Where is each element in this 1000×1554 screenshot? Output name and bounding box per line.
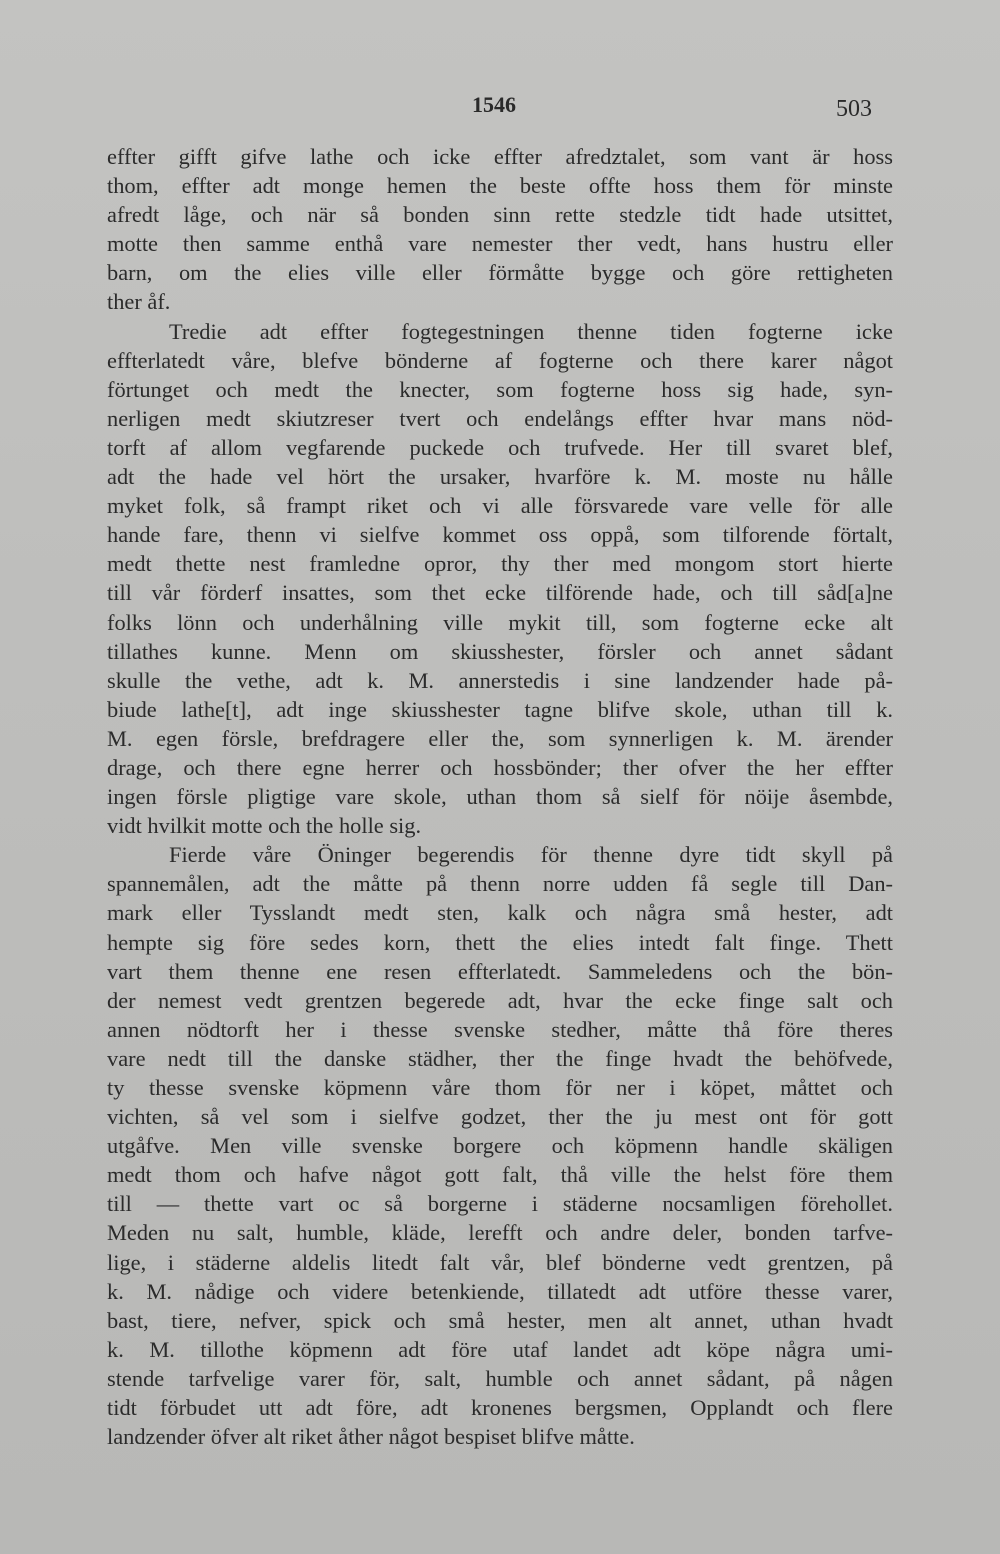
text-line: vidt hvilkit motte och the holle sig. — [107, 813, 422, 839]
text-line: k. M. nådige och videre betenkiende, tillatedt adt utföre thesse varer, — [107, 1278, 893, 1304]
text-line: medt thette nest framledne opror, thy ther med mongom stort hierte — [107, 551, 893, 577]
text-line: ingen försle pligtige vare skole, uthan thom så sielf för nöije åsembde, — [107, 784, 893, 810]
text-line: folks lönn och underhålning ville mykit till, som fogterne ecke alt — [107, 609, 893, 635]
text-line: adt the hade vel hört the ursaker, hvarföre k. M. moste nu hålle — [107, 464, 893, 490]
text-line: motte then samme enthå vare nemester ther vedt, hans hustru eller — [107, 231, 893, 257]
text-line: effter gifft gifve lathe och icke effter afredztalet, som vant är hoss — [107, 144, 893, 169]
text-line: der nemest vedt grentzen begerede adt, hvar the ecke finge salt och — [107, 987, 893, 1013]
text-line: myket folk, så frampt riket och vi alle försvarede vare velle för alle — [107, 493, 893, 519]
text-body — [107, 142, 893, 1451]
text-line: vare nedt till the danske städher, ther the finge hvadt the behöfvede, — [107, 1045, 893, 1071]
text-line: drage, och there egne herrer och hossbönder; ther ofver the her effter — [107, 754, 893, 780]
paragraph — [107, 840, 893, 1451]
text-line: vart them thenne ene resen effterlatedt. Sammeledens och the bön- — [107, 958, 893, 984]
text-line: effterlatedt våre, blefve bönderne af fogterne och there karer något — [107, 347, 893, 373]
text-line: afredt låge, och när så bonden sinn rette stedzle tidt hade utsittet, — [107, 202, 893, 228]
text-line: Tredie adt effter fogtegestningen thenne tiden fogterne icke — [169, 318, 893, 344]
text-line: biude lathe[t], adt inge skiusshester tagne blifve skole, uthan till k. — [107, 696, 893, 722]
text-line: ty thesse svenske köpmenn våre thom för ner i köpet, måttet och — [107, 1075, 893, 1100]
text-line: torft af allom vegfarende puckede och trufvede. Her till svaret blef, — [107, 434, 893, 460]
text-line: hande fare, thenn vi sielfve kommet oss oppå, som tilforende förtalt, — [107, 522, 893, 548]
paragraph — [107, 317, 893, 841]
text-line: medt thom och hafve något gott falt, thå ville the helst före them — [107, 1162, 893, 1188]
page-header — [0, 92, 1000, 132]
text-line: M. egen försle, brefdragere eller the, som synnerligen k. M. ärender — [107, 725, 893, 751]
text-line: bast, tiere, nefver, spick och små hester, men alt annet, uthan hvadt — [107, 1307, 893, 1333]
text-line: hempte sig före sedes korn, thett the elies intedt falt finge. Thett — [107, 929, 893, 955]
text-line: Meden nu salt, humble, kläde, lerefft och andre deler, bonden tarfve- — [107, 1220, 893, 1246]
text-line: ther åf. — [107, 289, 171, 315]
text-line: barn, om the elies ville eller förmåtte bygge och göre rettigheten — [107, 260, 893, 286]
text-line: vichten, så vel som i sielfve godzet, ther the ju mest ont för gott — [107, 1104, 893, 1130]
text-line: thom, effter adt monge hemen the beste offte hoss them för minste — [107, 173, 893, 199]
paragraph — [107, 142, 893, 317]
text-line: till — thette vart oc så borgerne i städerne nocsamligen föreh​ollet. — [107, 1191, 893, 1217]
text-line: Fierde våre Öninger begerendis för thenne dyre tidt skyll på — [169, 842, 893, 868]
text-line: till vår förderf insattes, som thet ecke tilförende hade, och till såd[a]ne — [107, 580, 893, 606]
text-line: tidt förbudet utt adt före, adt kronenes bergsmen, Opplandt och flere — [107, 1395, 893, 1421]
text-line: mark eller Tysslandt medt sten, kalk och några små hester, adt — [107, 900, 893, 926]
text-line: tillathes kunne. Menn om skiusshester, försler och annet sådant — [107, 638, 893, 664]
page-number: 503 — [836, 96, 872, 122]
text-line: utgåfve. Men ville svenske borgere och köpmenn handle skäligen — [107, 1133, 893, 1159]
text-line: lige, i städerne aldelis litedt falt vår, blef bönderne vedt grentzen, på — [107, 1249, 893, 1275]
text-line: stende tarfvelige varer för, salt, humble och annet sådant, på någen — [107, 1365, 893, 1391]
text-line: nerligen medt skiutzreser tvert och endelångs effter hvar mans nöd- — [107, 405, 893, 431]
text-line: landzender öfver alt riket åther något bespiset blifve måtte. — [107, 1424, 635, 1450]
text-line: förtunget och medt the knecter, som fogterne hoss sig hade, syn- — [107, 376, 893, 402]
text-line: spannemålen, adt the måtte på thenn norre udden få segle till Dan- — [107, 871, 893, 897]
header-year: 1546 — [472, 92, 516, 117]
text-line: skulle the vethe, adt k. M. annerstedis i sine landzender hade på- — [107, 667, 893, 693]
text-line: annen nödtorft her i thesse svenske stedher, måtte thå före theres — [107, 1016, 893, 1042]
text-line: k. M. tillothe köpmenn adt före utaf landet adt köpe några umi- — [107, 1336, 893, 1362]
